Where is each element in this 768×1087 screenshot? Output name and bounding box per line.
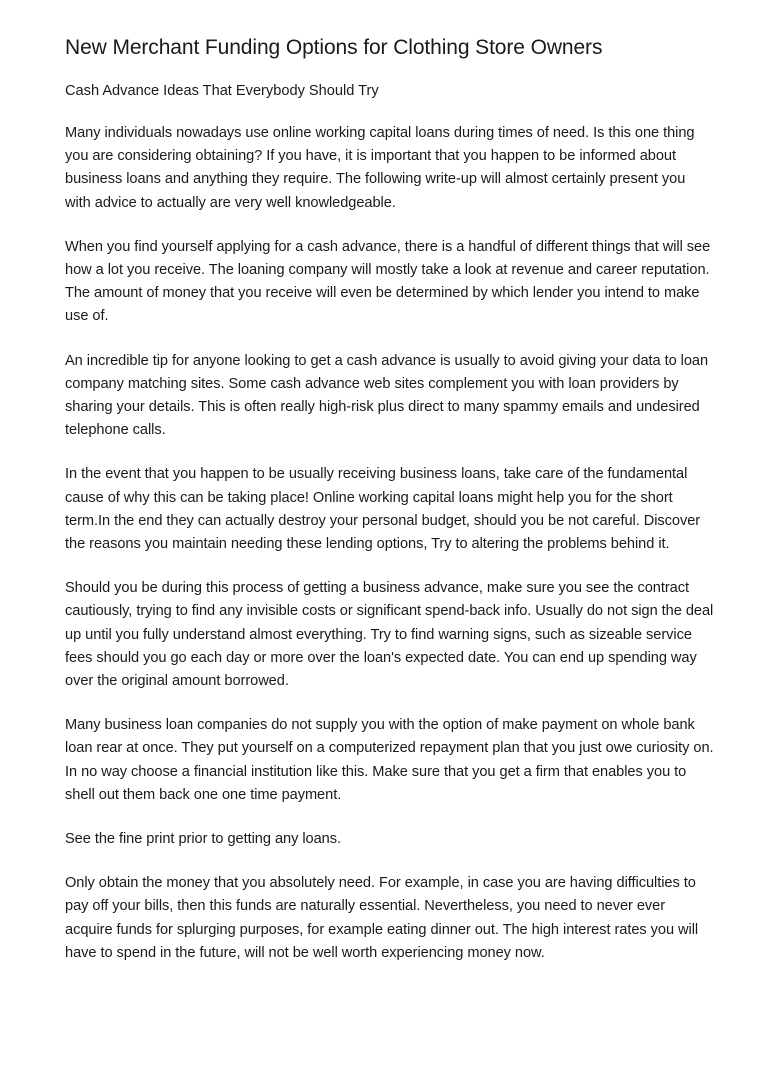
paragraph: When you find yourself applying for a cash advance, there is a handful of different things that will see how a lot you receive. The loaning company will mostly take a look at revenue and career reputation. The amount of money that you receive will even be determined by which lender you intend to make use of. bbox=[65, 238, 711, 325]
paragraph: Many individuals nowadays use online working capital loans during times of need. Is this one thing you are considering obtaining? If you have, it is important that you happen to be informed about business loans and anything they require. The following write-up will almost certainly present you with advice to actually are very well knowledgeable. bbox=[65, 125, 695, 211]
paragraph: In the event that you happen to be usually receiving business loans, take care of the fundamental cause of why this can be taking place! Online working capital loans might help you for the short term.In the end they can actually destroy your personal budget, should you be not careful. Discover the reasons you maintain needing these lending options, Try to altering the problems behind it. bbox=[65, 466, 701, 553]
paragraph: See the fine print prior to getting any loans. bbox=[65, 831, 341, 848]
paragraph: Should you be during this process of getting a business advance, make sure you see the contract cautiously, trying to find any invisible costs or significant spend-back info. Usually do not sign the deal up until you fully understand almost everything. Try to find warning signs, such as sizeable service fees should you go each day or more over the loan's expected date. You can end up spending way over the original amount borrowed. bbox=[65, 580, 714, 690]
paragraph: Many business loan companies do not supply you with the option of make payment on whole bank loan rear at once. They put yourself on a computerized repayment plan that you just owe curiosity on. In no way choose a financial institution like this. Make sure that you get a firm that enables you to shell out them back one one time payment. bbox=[65, 717, 714, 803]
document-subtitle: Cash Advance Ideas That Everybody Should Try bbox=[65, 83, 379, 99]
document-title: New Merchant Funding Options for Clothing Store Owners bbox=[65, 36, 603, 59]
document-page bbox=[65, 34, 715, 986]
paragraph: Only obtain the money that you absolutely need. For example, in case you are having difficulties to pay off your bills, then this funds are naturally essential. Nevertheless, you need to never ever acquire funds for splurging purposes, for example eating dinner out. The high interest rates you will have to spend in the future, will not be well worth experiencing money now. bbox=[65, 875, 699, 961]
paragraph: An incredible tip for anyone looking to get a cash advance is usually to avoid giving your data to loan company matching sites. Some cash advance web sites complement you with loan providers by sharing your details. This is often really high-risk plus direct to many spammy emails and undesired telephone calls. bbox=[65, 352, 709, 439]
